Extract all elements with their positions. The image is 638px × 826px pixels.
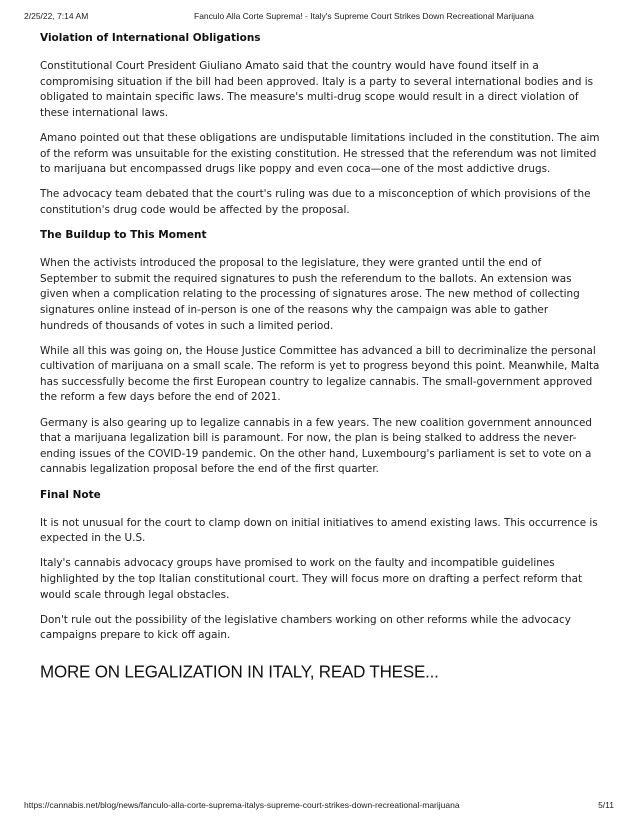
- paragraph: It is not unusual for the court to clamp down on initial initiatives to amend existing laws. This occurrence is expected in the U.S.: [40, 516, 598, 545]
- print-page-title: Fanculo Alla Corte Suprema! - Italy's Supreme Court Strikes Down Recreational Marijuana: [194, 11, 534, 21]
- paragraph: When the activists introduced the proposal to the legislature, they were granted until the end of September to submit the required signatures to push the referendum to the ballots. An extension was given when a complication relating to the processing of signatures arose. The new method of collecting signatures online instead of in-person is one of the reasons why the campaign was able to gather hundreds of thousands of votes in such a limited period.: [40, 257, 580, 332]
- paragraph: The advocacy team debated that the court's ruling was due to a misconception of which provisions of the constitution's drug code would be affected by the proposal.: [40, 188, 591, 216]
- print-header: [24, 11, 614, 23]
- paragraph: Constitutional Court President Giuliano Amato said that the country would have found itself in a compromising situation if the bill had been approved. Italy is a party to several international bodies and is obligated to maintain specific laws. The measure's multi-drug scope would result in a direct violation of these international laws.: [40, 60, 594, 119]
- more-on-legalization-heading: MORE ON LEGALIZATION IN ITALY, READ THESE...: [40, 661, 439, 682]
- page-number: 5/11: [598, 800, 614, 810]
- section-heading: The Buildup to This Moment: [40, 229, 207, 242]
- paragraph: While all this was going on, the House Justice Committee has advanced a bill to decriminalize the personal cultivation of marijuana on a small scale. The reform is yet to progress beyond this point. Meanwhile, Malta has successfully become the first European country to legalize cannabis. The small-government approved the reform a few days before the end of 2021.: [40, 344, 600, 404]
- section-heading: Violation of International Obligations: [40, 32, 261, 44]
- article-body: [40, 31, 600, 682]
- paragraph: Germany is also gearing up to legalize cannabis in a few years. The new coalition government announced that a marijuana legalization bill is paramount. For now, the plan is being stalked to address the never-ending issues of the COVID-19 pandemic. On the other hand, Luxembourg's parliament is set to vote on a cannabis legalization proposal before the end of the first quarter.: [40, 416, 592, 476]
- print-datetime: 2/25/22, 7:14 AM: [24, 11, 89, 21]
- print-footer: [24, 800, 614, 812]
- paragraph: Don't rule out the possibility of the legislative chambers working on other reforms while the advocacy campaigns prepare to kick off again.: [40, 613, 571, 642]
- section-heading: Final Note: [40, 488, 101, 501]
- paragraph: Italy's cannabis advocacy groups have promised to work on the faulty and incompatible guidelines highlighted by the top Italian constitutional court. They will focus more on drafting a perfect reform that would scale through legal obstacles.: [40, 557, 583, 601]
- print-url: https://cannabis.net/blog/news/fanculo-alla-corte-suprema-italys-supreme-court-strikes-down-recreational-marijuana: [24, 800, 460, 810]
- paragraph: Amano pointed out that these obligations are undisputable limitations included in the constitution. The aim of the reform was unsuitable for the existing constitution. He stressed that the referendum was not limited to marijuana but encompassed drugs like poppy and even coca—one of the most addictive drugs.: [40, 131, 600, 176]
